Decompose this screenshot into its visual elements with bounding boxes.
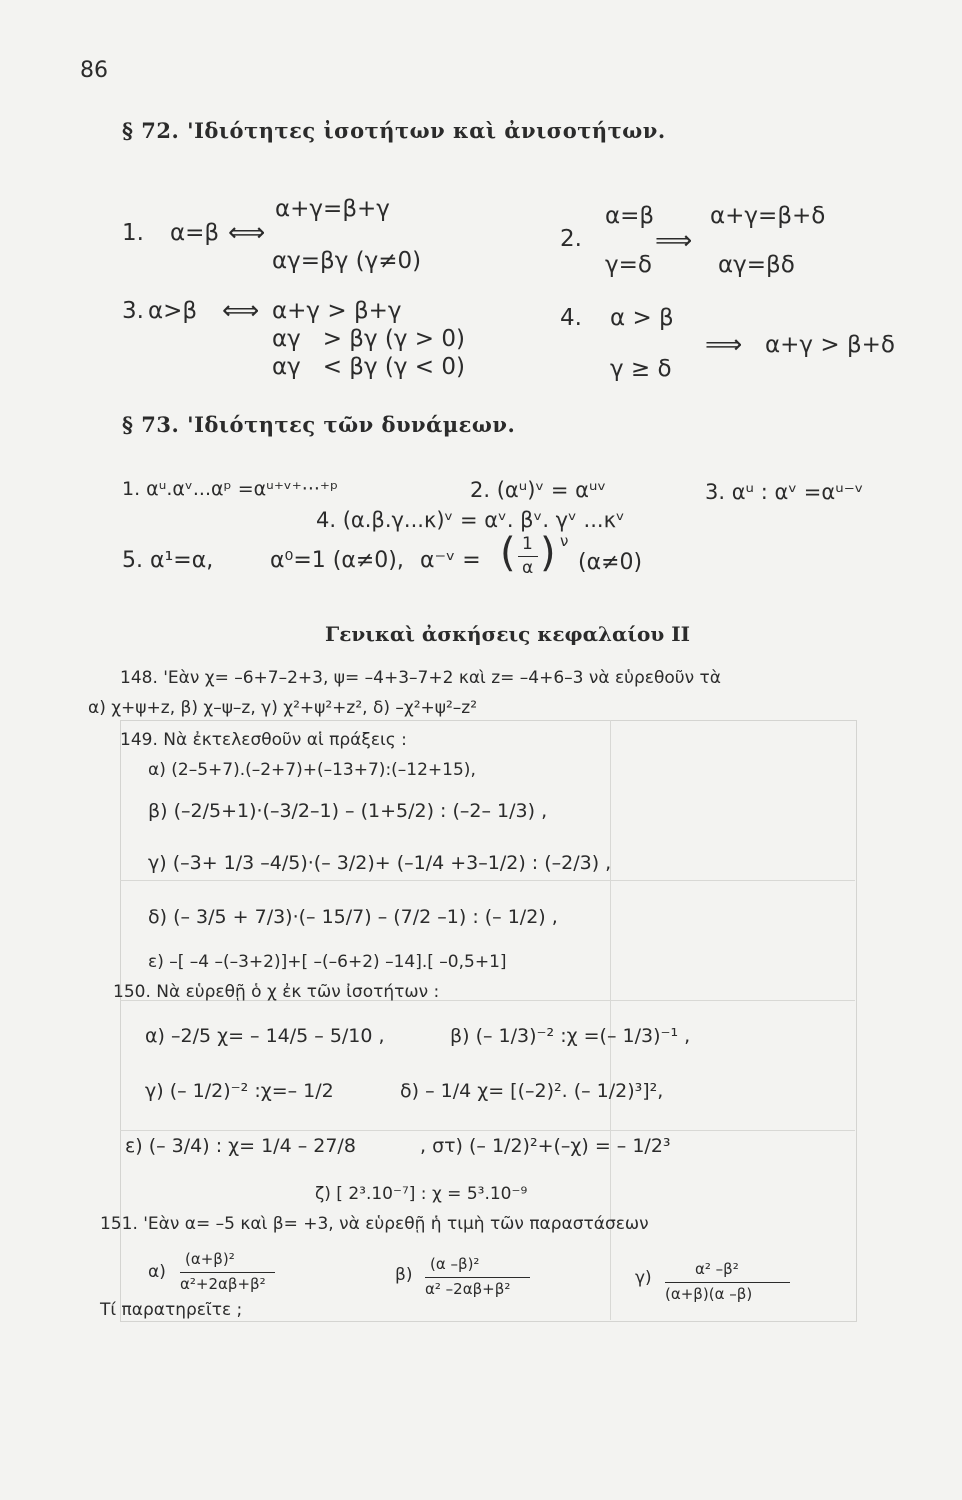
property-3-lhs: α>β — [148, 298, 198, 324]
section-72-title: § 72. 'Ιδιότητες ἰσοτήτων καὶ ἀνισοτήτων. — [122, 118, 666, 143]
property-4-lhs-1: α > β — [610, 305, 674, 331]
bleed-through-divider — [120, 1130, 855, 1131]
exercise-150-b: β) (– 1/3)⁻² :χ =(– 1/3)⁻¹ , — [450, 1025, 691, 1047]
exercise-149-heading: 149. Νὰ ἐκτελεσθοῦν αἱ πράξεις : — [120, 730, 407, 750]
exercise-150-heading: 150. Νὰ εὑρεθῇ ὁ χ ἐκ τῶν ἰσοτήτων : — [113, 982, 440, 1002]
exercise-151-heading: 151. 'Εὰν α= –5 καὶ β= +3, νὰ εὑρεθῇ ἡ τιμὴ τῶν παραστάσεων — [100, 1214, 649, 1234]
property-1-rhs-1: α+γ=β+γ — [275, 196, 390, 222]
property-3-rhs-2: αγ > βγ (γ > 0) — [272, 326, 465, 352]
implication-arrow: ⟹ — [705, 330, 743, 360]
property-2-lhs-2: γ=δ — [605, 252, 652, 278]
power-property-5c: α⁻ᵛ = — [420, 548, 481, 573]
exercise-151-question: Τί παρατηρεῖτε ; — [100, 1300, 243, 1320]
exercise-151-a-label: α) — [148, 1262, 166, 1282]
exercise-150-d: δ) – 1/4 χ= [(–2)². (– 1/2)³]², — [400, 1080, 664, 1102]
power-exponent: ν — [560, 532, 569, 550]
fraction-bar — [518, 556, 538, 557]
exercise-150-st: , στ) (– 1/2)²+(–χ) = – 1/2³ — [420, 1135, 671, 1157]
exercise-150-z: ζ) [ 2³.10⁻⁷] : χ = 5³.10⁻⁹ — [315, 1184, 528, 1204]
power-property-4: 4. (α.β.γ...κ)ᵛ = αᵛ. βᵛ. γᵛ ...κᵛ — [316, 508, 625, 532]
bleed-through-divider — [120, 880, 855, 881]
power-fraction-paren: ) — [540, 530, 556, 576]
property-2-rhs-2: αγ=βδ — [718, 252, 795, 278]
exercise-150-a: α) –2/5 χ= – 14/5 – 5/10 , — [145, 1025, 385, 1047]
exercise-149-e: ε) –[ –4 –(–3+2)]+[ –(–6+2) –14].[ –0,5+1] — [148, 952, 507, 972]
exercise-150-e: ε) (– 3/4) : χ= 1/4 – 27/8 — [125, 1135, 356, 1157]
property-3-rhs-3: αγ < βγ (γ < 0) — [272, 354, 465, 380]
power-property-3: 3. αᵘ : αᵛ =αᵘ⁻ᵛ — [705, 480, 864, 504]
exercise-151-b-label: β) — [395, 1265, 413, 1285]
exercise-150-c: γ) (– 1/2)⁻² :χ=– 1/2 — [145, 1080, 334, 1102]
property-3-rhs-1: α+γ > β+γ — [272, 298, 402, 324]
power-property-5b: α⁰=1 (α≠0), — [270, 548, 404, 573]
power-fraction-paren: ( — [500, 530, 516, 576]
equivalence-arrow: ⟺ — [222, 296, 260, 326]
power-property-2: 2. (αᵘ)ᵛ = αᵘᵛ — [470, 478, 607, 502]
property-2-number: 2. — [560, 226, 582, 252]
exercise-148-line-2: α) χ+ψ+z, β) χ–ψ–z, γ) χ²+ψ²+z², δ) –χ²+ψ²–z² — [88, 698, 478, 718]
equivalence-arrow: ⟺ — [228, 218, 266, 248]
property-1-lhs: α=β — [170, 220, 220, 246]
power-property-5d: (α≠0) — [578, 550, 643, 575]
exercise-151-a-denominator: α²+2αβ+β² — [180, 1275, 266, 1293]
property-2-rhs-1: α+γ=β+δ — [710, 203, 826, 229]
power-fraction-denominator: α — [522, 558, 534, 578]
implication-arrow: ⟹ — [655, 226, 693, 256]
fraction-bar — [665, 1282, 790, 1283]
exercises-title: Γενικαὶ ἀσκήσεις κεφαλαίου ΙΙ — [325, 622, 690, 646]
property-2-lhs-1: α=β — [605, 203, 655, 229]
exercise-148-line-1: 148. 'Εὰν χ= –6+7–2+3, ψ= –4+3–7+2 καὶ z= –4+6–3 νὰ εὑρεθοῦν τὰ — [120, 668, 721, 688]
property-4-lhs-2: γ ≥ δ — [610, 356, 672, 382]
property-3-number: 3. — [122, 298, 144, 324]
property-4-number: 4. — [560, 305, 582, 331]
exercise-151-c-label: γ) — [635, 1268, 652, 1288]
power-property-5a: 5. α¹=α, — [122, 548, 214, 573]
exercise-149-a: α) (2–5+7).(–2+7)+(–13+7):(–12+15), — [148, 760, 476, 780]
power-property-1: 1. αᵘ.αᵛ...αᵖ =αᵘ⁺ᵛ⁺···⁺ᵖ — [122, 478, 339, 500]
exercise-151-b-numerator: (α –β)² — [430, 1255, 480, 1273]
exercise-149-c: γ) (–3+ 1/3 –4/5)·(– 3/2)+ (–1/4 +3–1/2) : (–2/3) , — [148, 852, 612, 874]
section-73-title: § 73. 'Ιδιότητες τῶν δυνάμεων. — [122, 412, 516, 437]
exercise-151-c-denominator: (α+β)(α –β) — [665, 1285, 753, 1303]
power-fraction-numerator: 1 — [522, 534, 533, 554]
property-4-rhs: α+γ > β+δ — [765, 332, 895, 358]
exercise-151-a-numerator: (α+β)² — [185, 1250, 235, 1268]
property-1-rhs-2: αγ=βγ (γ≠0) — [272, 248, 422, 274]
exercise-149-d: δ) (– 3/5 + 7/3)·(– 15/7) – (7/2 –1) : (– 1/2) , — [148, 906, 558, 928]
page-number: 86 — [80, 58, 108, 83]
exercise-151-c-numerator: α² –β² — [695, 1260, 739, 1278]
fraction-bar — [425, 1277, 530, 1278]
exercise-151-b-denominator: α² –2αβ+β² — [425, 1280, 511, 1298]
fraction-bar — [180, 1272, 275, 1273]
exercise-149-b: β) (–2/5+1)·(–3/2–1) – (1+5/2) : (–2– 1/3) , — [148, 800, 548, 822]
property-1-number: 1. — [122, 220, 144, 246]
